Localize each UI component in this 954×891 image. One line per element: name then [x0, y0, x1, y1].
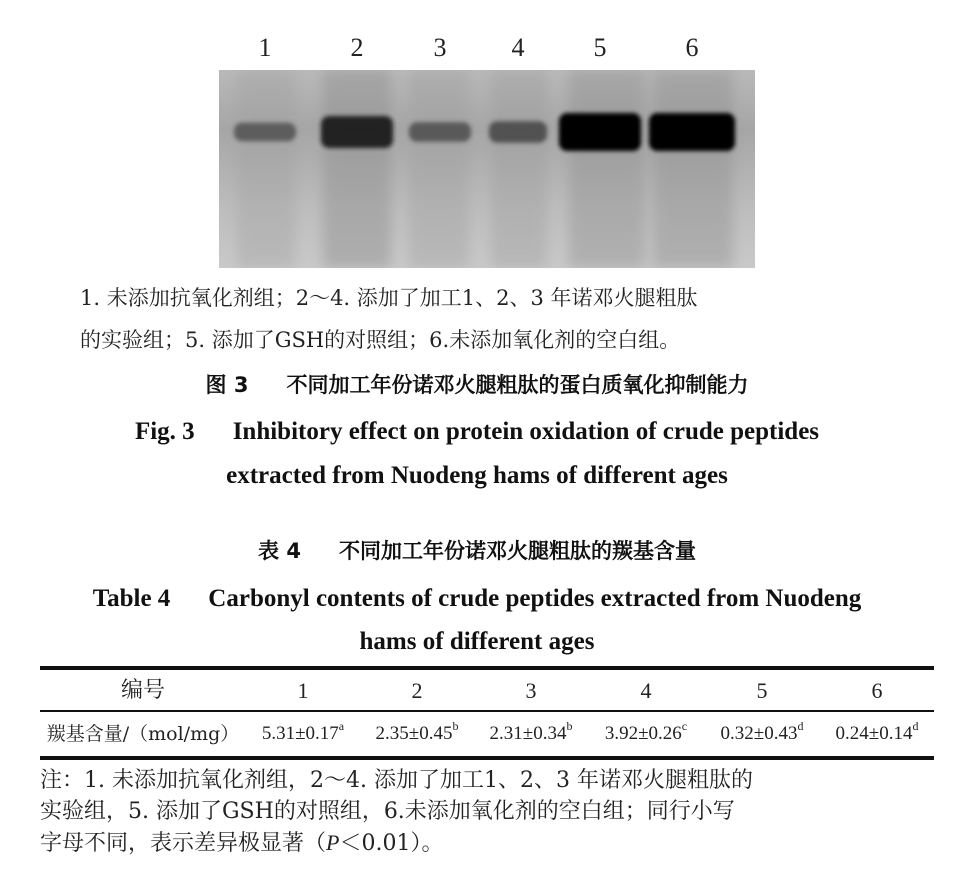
cell-superscript: b [452, 719, 459, 733]
figure-label-zh: 图 3 [205, 373, 249, 397]
cell-superscript: c [681, 719, 688, 733]
table-cell [820, 716, 934, 752]
figure-label-en: Fig. 3 [134, 418, 195, 445]
figure-title-zh-text: 不同加工年份诺邓火腿粗肽的蛋白质氧化抑制能力 [286, 373, 749, 397]
table-cell [474, 716, 588, 752]
gel-image-svg [219, 70, 755, 268]
cell-superscript: d [912, 719, 919, 733]
table-column-header: 2 [411, 678, 423, 703]
note-text: 字母不同，表示差异极显著（ [40, 831, 327, 856]
lane-number: 2 [350, 33, 364, 62]
gel-band [649, 113, 735, 151]
table-title-en [0, 624, 954, 662]
table-column-header: 5 [756, 678, 768, 703]
gel-band [409, 122, 471, 141]
table-cell [360, 716, 474, 752]
table-note-line [40, 828, 934, 859]
table-column-header: 4 [640, 678, 652, 703]
table-cell [704, 716, 820, 752]
gel-band [559, 113, 641, 151]
cell-superscript: b [566, 719, 573, 733]
table-column-header: 1 [297, 678, 309, 703]
cell-value: 3.92±0.26 [604, 723, 682, 744]
figure-legend-line: 1. 未添加抗氧化剂组；2～4. 添加了加工1、2、3 年诺邓火腿粗肽 [80, 286, 698, 310]
table-title-zh [0, 534, 954, 570]
table-column-header: 6 [871, 678, 883, 703]
lane-number: 4 [511, 33, 525, 62]
table-title-en-line2: hams of different ages [359, 628, 595, 655]
gel-band [489, 121, 547, 143]
cell-value: 2.31±0.34 [489, 723, 567, 744]
cell-value: 0.32±0.43 [720, 723, 798, 744]
figure-title-zh [0, 368, 954, 404]
figure-title-en-line1: Inhibitory effect on protein oxidation of crude peptides [232, 418, 820, 445]
gel-band [321, 116, 393, 148]
lane-number: 3 [433, 33, 447, 62]
cell-value: 0.24±0.14 [835, 723, 913, 744]
gel-lane-numbers [0, 30, 954, 66]
figure-legend-line: 的实验组；5. 添加了GSH的对照组；6.未添加氧化剂的空白组。 [80, 328, 681, 352]
table-cell [246, 716, 360, 752]
table-title-en-line1: Carbonyl contents of crude peptides extracted from Nuodeng [208, 585, 862, 612]
figure-title-en-line2: extracted from Nuodeng hams of different ages [226, 462, 728, 489]
cell-superscript: d [797, 719, 804, 733]
table-column-header: 3 [525, 678, 537, 703]
table-title-zh-text: 不同加工年份诺邓火腿粗肽的羰基含量 [338, 539, 696, 563]
table-cell [588, 716, 704, 752]
lane-number: 1 [258, 33, 272, 62]
cell-value: 2.35±0.45 [375, 723, 453, 744]
table-note-line: 实验组，5. 添加了GSH的对照组，6.未添加氧化剂的空白组；同行小写 [40, 799, 735, 824]
note-text: ＜0.01）。 [339, 831, 444, 856]
figure-title-en [0, 458, 954, 496]
gel-band [234, 123, 296, 142]
table-note-line: 注：1. 未添加抗氧化剂组，2～4. 添加了加工1、2、3 年诺邓火腿粗肽的 [40, 768, 753, 793]
figure-title-en [0, 414, 954, 452]
cell-value: 5.31±0.17 [261, 723, 339, 744]
table-header-label: 编号 [120, 678, 165, 703]
table-row-label: 羰基含量/（mol/mg） [46, 723, 240, 745]
note-p-symbol: P [326, 830, 340, 855]
table-mid-rule [40, 710, 934, 712]
lane-number: 6 [685, 33, 699, 62]
table-bottom-rule [40, 756, 934, 760]
cell-superscript: a [338, 719, 345, 733]
table-title-en [0, 580, 954, 620]
gel-electrophoresis-image [219, 70, 755, 268]
table-label-zh: 表 4 [258, 539, 301, 563]
lane-number: 5 [593, 33, 607, 62]
table-label-en: Table 4 [92, 585, 171, 612]
table-top-rule [40, 666, 934, 670]
